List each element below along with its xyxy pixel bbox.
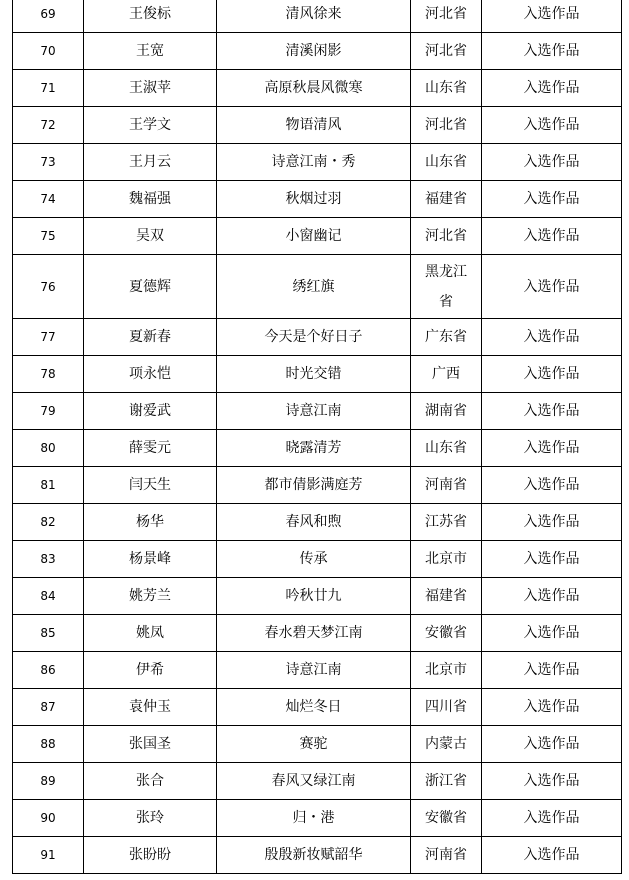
table-row: [13, 652, 622, 689]
row-number: 77: [13, 319, 84, 356]
row-number: 87: [13, 689, 84, 726]
author-name: 夏德辉: [84, 255, 217, 319]
result: 入选作品: [482, 255, 622, 319]
result: 入选作品: [482, 689, 622, 726]
author-name: 姚凤: [84, 615, 217, 652]
row-number: 74: [13, 181, 84, 218]
table-row: [13, 144, 622, 181]
province: 安徽省: [411, 615, 482, 652]
table-row: [13, 0, 622, 33]
table-row: [13, 837, 622, 874]
table-row: [13, 33, 622, 70]
row-number: 79: [13, 393, 84, 430]
author-name: 王月云: [84, 144, 217, 181]
row-number: 91: [13, 837, 84, 874]
author-name: 杨华: [84, 504, 217, 541]
result: 入选作品: [482, 837, 622, 874]
author-name: 王宽: [84, 33, 217, 70]
author-name: 王俊标: [84, 0, 217, 33]
result: 入选作品: [482, 652, 622, 689]
result: 入选作品: [482, 107, 622, 144]
table-row: [13, 578, 622, 615]
work-title: 归・港: [217, 800, 411, 837]
author-name: 张玲: [84, 800, 217, 837]
author-name: 夏新春: [84, 319, 217, 356]
row-number: 81: [13, 467, 84, 504]
row-number: 90: [13, 800, 84, 837]
province: 河南省: [411, 467, 482, 504]
author-name: 张盼盼: [84, 837, 217, 874]
author-name: 项永恺: [84, 356, 217, 393]
work-title: 灿烂冬日: [217, 689, 411, 726]
province: 河北省: [411, 107, 482, 144]
province: 广西: [411, 356, 482, 393]
province: 北京市: [411, 541, 482, 578]
province: 广东省: [411, 319, 482, 356]
row-number: 69: [13, 0, 84, 33]
table-row: [13, 689, 622, 726]
result: 入选作品: [482, 218, 622, 255]
province: 北京市: [411, 652, 482, 689]
province: 山东省: [411, 144, 482, 181]
table-row: [13, 107, 622, 144]
results-table: [12, 0, 622, 874]
row-number: 88: [13, 726, 84, 763]
author-name: 姚芳兰: [84, 578, 217, 615]
province: 湖南省: [411, 393, 482, 430]
table-row: [13, 615, 622, 652]
province: 山东省: [411, 70, 482, 107]
result: 入选作品: [482, 726, 622, 763]
work-title: 清溪闲影: [217, 33, 411, 70]
author-name: 谢爱武: [84, 393, 217, 430]
author-name: 袁仲玉: [84, 689, 217, 726]
work-title: 春水碧天梦江南: [217, 615, 411, 652]
work-title: 今天是个好日子: [217, 319, 411, 356]
result: 入选作品: [482, 144, 622, 181]
result: 入选作品: [482, 430, 622, 467]
work-title: 诗意江南・秀: [217, 144, 411, 181]
results-table-body: [13, 0, 622, 874]
author-name: 伊希: [84, 652, 217, 689]
province: 内蒙古: [411, 726, 482, 763]
table-row: [13, 726, 622, 763]
row-number: 70: [13, 33, 84, 70]
province: 河北省: [411, 0, 482, 33]
province: 江苏省: [411, 504, 482, 541]
table-row: [13, 763, 622, 800]
result: 入选作品: [482, 467, 622, 504]
author-name: 吴双: [84, 218, 217, 255]
table-row: [13, 70, 622, 107]
table-row: [13, 467, 622, 504]
province: 山东省: [411, 430, 482, 467]
work-title: 赛驼: [217, 726, 411, 763]
result: 入选作品: [482, 763, 622, 800]
table-row: [13, 319, 622, 356]
row-number: 82: [13, 504, 84, 541]
work-title: 传承: [217, 541, 411, 578]
row-number: 84: [13, 578, 84, 615]
result: 入选作品: [482, 70, 622, 107]
work-title: 春风和煦: [217, 504, 411, 541]
province: 黑龙江省: [411, 255, 482, 319]
work-title: 物语清风: [217, 107, 411, 144]
work-title: 高原秋晨风微寒: [217, 70, 411, 107]
table-row: [13, 255, 622, 319]
table-row: [13, 393, 622, 430]
author-name: 王学文: [84, 107, 217, 144]
work-title: 晓露清芳: [217, 430, 411, 467]
author-name: 闫天生: [84, 467, 217, 504]
result: 入选作品: [482, 578, 622, 615]
table-row: [13, 356, 622, 393]
work-title: 秋烟过羽: [217, 181, 411, 218]
row-number: 71: [13, 70, 84, 107]
row-number: 78: [13, 356, 84, 393]
author-name: 薛雯元: [84, 430, 217, 467]
work-title: 诗意江南: [217, 652, 411, 689]
result: 入选作品: [482, 393, 622, 430]
row-number: 72: [13, 107, 84, 144]
work-title: 时光交错: [217, 356, 411, 393]
author-name: 张国圣: [84, 726, 217, 763]
result: 入选作品: [482, 504, 622, 541]
table-row: [13, 504, 622, 541]
result: 入选作品: [482, 0, 622, 33]
table-row: [13, 800, 622, 837]
province: 安徽省: [411, 800, 482, 837]
work-title: 都市倩影满庭芳: [217, 467, 411, 504]
result: 入选作品: [482, 356, 622, 393]
province: 福建省: [411, 578, 482, 615]
province: 河南省: [411, 837, 482, 874]
row-number: 73: [13, 144, 84, 181]
row-number: 83: [13, 541, 84, 578]
province: 河北省: [411, 218, 482, 255]
table-row: [13, 181, 622, 218]
author-name: 张合: [84, 763, 217, 800]
work-title: 殷殷新妆赋韶华: [217, 837, 411, 874]
work-title: 吟秋廿九: [217, 578, 411, 615]
province: 四川省: [411, 689, 482, 726]
row-number: 86: [13, 652, 84, 689]
province: 福建省: [411, 181, 482, 218]
row-number: 76: [13, 255, 84, 319]
author-name: 魏福强: [84, 181, 217, 218]
author-name: 杨景峰: [84, 541, 217, 578]
table-row: [13, 430, 622, 467]
work-title: 绣红旗: [217, 255, 411, 319]
result: 入选作品: [482, 615, 622, 652]
row-number: 89: [13, 763, 84, 800]
table-row: [13, 218, 622, 255]
row-number: 80: [13, 430, 84, 467]
row-number: 85: [13, 615, 84, 652]
result: 入选作品: [482, 33, 622, 70]
province: 河北省: [411, 33, 482, 70]
row-number: 75: [13, 218, 84, 255]
work-title: 诗意江南: [217, 393, 411, 430]
work-title: 春风又绿江南: [217, 763, 411, 800]
result: 入选作品: [482, 800, 622, 837]
work-title: 清风徐来: [217, 0, 411, 33]
result: 入选作品: [482, 181, 622, 218]
table-row: [13, 541, 622, 578]
result: 入选作品: [482, 319, 622, 356]
result: 入选作品: [482, 541, 622, 578]
province: 浙江省: [411, 763, 482, 800]
author-name: 王淑苹: [84, 70, 217, 107]
work-title: 小窗幽记: [217, 218, 411, 255]
